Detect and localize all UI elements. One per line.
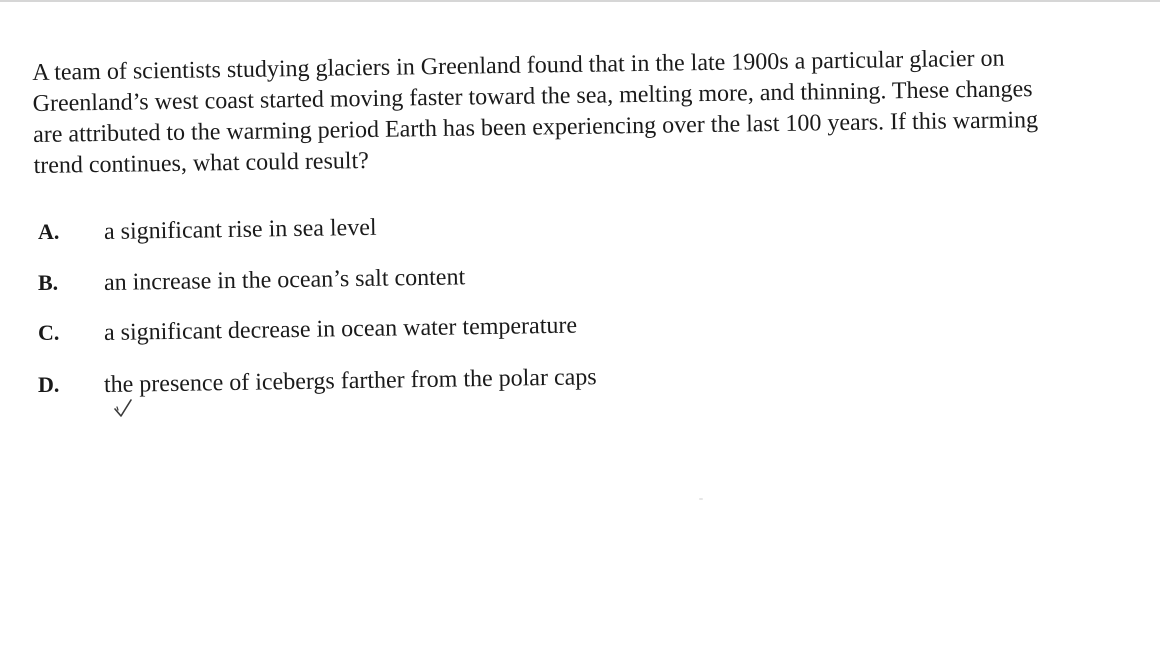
choice-letter: D. [38, 372, 60, 397]
choice-c [38, 312, 578, 348]
question-line: Greenland’s west coast started moving faster toward the sea, melting more, and thinning. These changes [32, 76, 1033, 117]
choice-b [38, 264, 466, 298]
choice-letter: C. [38, 320, 60, 345]
choice-text: a significant decrease in ocean water temperature [103, 312, 578, 346]
choice-text: an increase in the ocean’s salt content [103, 264, 466, 296]
choice-text: a significant rise in sea level [103, 214, 377, 245]
question-line: trend continues, what could result? [33, 148, 370, 179]
choice-letter: A. [38, 219, 60, 244]
choice-letter: B. [38, 270, 59, 295]
question-line: A team of scientists studying glaciers in Greenland found that in the late 1900s a particular glacier on [32, 45, 1005, 86]
choice-text: the presence of icebergs farther from the polar caps [103, 364, 597, 398]
handwritten-checkmark-icon [112, 398, 134, 418]
question-line: are attributed to the warming period Earth has been experiencing over the last 100 years. If this warming [32, 107, 1039, 148]
choice-a [38, 214, 377, 247]
scan-speck [699, 498, 703, 500]
choice-d [38, 364, 597, 400]
